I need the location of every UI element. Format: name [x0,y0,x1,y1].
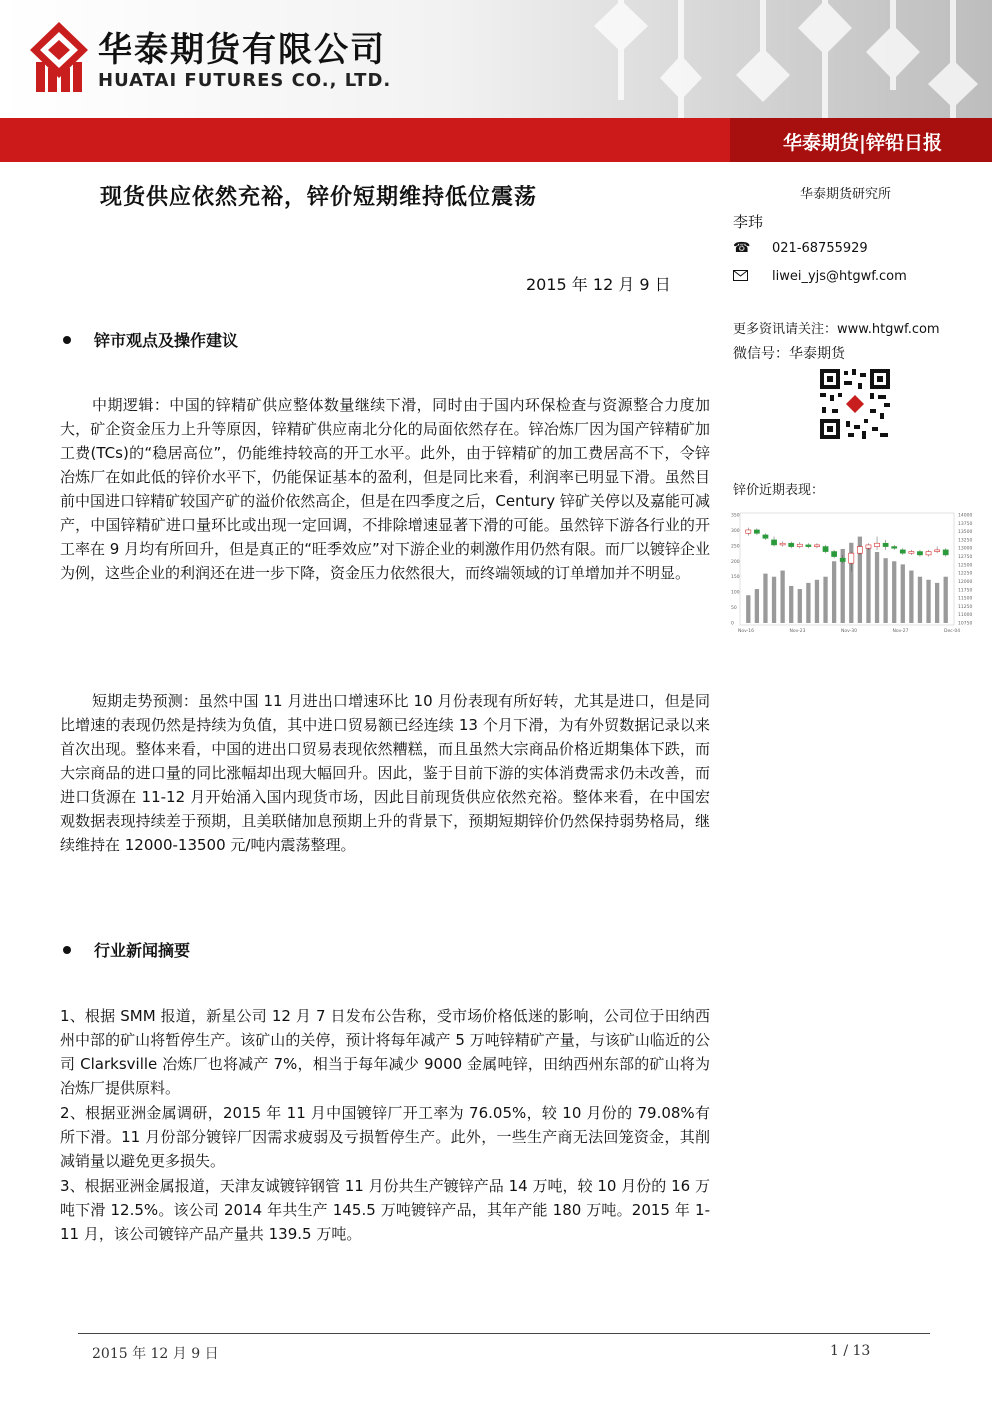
y-right-tick-label: 12000 [958,579,973,585]
y-right-tick-label: 12750 [958,555,973,561]
candle-body [892,547,897,549]
volume-bar [944,577,948,623]
volume-bar [875,552,879,623]
candle-body [866,545,871,548]
company-logo-icon [30,22,88,94]
candle-body [943,550,948,555]
y-left-tick-label: 300 [731,528,740,534]
paragraph-midterm: 中期逻辑：中国的锌精矿供应整体数量继续下滑，同时由于国内环保检查与资源整合力度加大，矿企资金压力上升等原因，锌精矿供应南北分化的局面依然存在。锌冶炼厂因为国产锌精矿加工费(TCs)的“稳居高位”，仍能维持较高的开工水平。此外，由于锌精矿的加工费居高不下，令锌冶炼厂在如此低的锌价水平下，仍能保证基本的盈利，但是同比来看，利润率已明显下滑。虽然目前中国进口锌精矿较国产矿的溢价依然高企，但是在四季度之后，Century 锌矿关停以及嘉能可减产，中国锌精矿进口量环比或出现一定回调，不排除增速显著下滑的可能。虽然锌下游各行业的开工率在 9 月均有所回升，但是真正的“旺季效应”对下游企业的刺激作用仍然有限。而厂以镀锌企业为例，这些企业的利润还在进一步下降，资金压力依然很大，而终端领域的订单增加并不明显。 [60,396,710,582]
volume-bar [815,580,819,623]
volume-bar [832,561,836,623]
footer-date: 2015 年 12 月 9 日 [92,1346,219,1362]
y-right-tick-label: 11250 [958,604,973,610]
volume-bar [746,595,750,623]
email-link[interactable]: liwei_yjs@htgwf.com [772,269,907,284]
candle-body [763,535,768,538]
y-right-tick-label: 14000 [958,513,973,519]
qr-code-icon [818,367,892,441]
candle-body [814,545,819,547]
report-title: 现货供应依然充裕，锌价短期维持低位震荡 [100,185,538,210]
volume-bar [755,589,759,623]
y-right-tick-label: 11000 [958,613,973,619]
volume-bar [772,577,776,623]
volume-bar [909,571,913,623]
candle-body [789,543,794,546]
y-left-tick-label: 0 [731,621,734,627]
volume-bar [798,589,802,623]
x-tick-label: Nov-30 [841,629,858,634]
volume-bar [763,574,767,623]
news-item: 3、根据亚洲金属报道，天津友诚镀锌钢管 11 月份共生产镀锌产品 14 万吨，较 10 月份的 16 万吨下滑 12.5%。该公司 2014 年共生产 145.5 万吨镀锌产品，其年产能 180 万吨。2015 年 1-11 月，该公司镀锌产品产量共 139.5 万吨。 [60,1177,710,1243]
y-right-tick-label: 12500 [958,563,973,569]
candle-body [874,543,879,546]
candle-body [857,547,862,554]
candle-body [883,543,888,546]
volume-bar [935,583,939,623]
candle-body [754,530,759,533]
candle-body [840,558,845,561]
phone-number: 021-68755929 [772,241,868,256]
y-left-tick-label: 100 [731,590,740,596]
volume-bar [901,564,905,623]
candle-body [746,530,751,533]
news-item: 1、根据 SMM 报道，新星公司 12 月 7 日发布公告称，受市场价格低迷的影响，公司位于田纳西州中部的矿山将暂停生产。该矿山的关停，预计将每年减产 5 万吨锌精矿产量，与该矿山临近的公司 Clarksville 冶炼厂也将减产 7%，相当于每年减少 9000 金属吨锌，田纳西州东部的矿山将为冶炼厂提供原料。 [60,1007,710,1097]
y-left-tick-label: 250 [731,544,740,550]
candle-body [926,552,931,555]
volume-bar [780,571,784,623]
website-link[interactable]: 更多资讯请关注：www.htgwf.com [733,322,940,337]
candle-body [780,543,785,545]
phone-icon: ☎ [733,240,751,256]
company-name-en: HUATAI FUTURES CO., LTD. [98,70,392,91]
header-decoration [590,0,992,118]
volume-bar [823,577,827,623]
x-tick-label: Nov-27 [892,629,909,634]
candle-body [909,552,914,554]
y-right-tick-label: 13500 [958,530,973,536]
envelope-icon [733,270,748,281]
report-date: 2015 年 12 月 9 日 [526,275,671,294]
y-right-tick-label: 11750 [958,588,973,594]
candle-body [832,552,837,557]
candle-body [806,545,811,547]
bullet-icon [63,336,71,344]
section-heading: 锌市观点及操作建议 [94,331,239,350]
analyst-name: 李玮 [733,213,764,231]
news-item: 2、根据亚洲金属调研，2015 年 11 月中国镀锌厂开工率为 76.05%，较 10 月份的 79.08%有所下滑。11 月份部分镀锌厂因需求疲弱及亏损暂停生产。此外，一些生产商无法回笼资金，其削减销量以避免更多损失。 [60,1104,710,1170]
y-right-tick-label: 11500 [958,596,973,602]
y-left-tick-label: 50 [731,606,737,612]
section-heading: 行业新闻摘要 [94,941,191,960]
research-dept: 华泰期货研究所 [800,187,892,202]
volume-bar [806,583,810,623]
wechat-id: 微信号：华泰期货 [733,346,845,362]
candle-body [797,544,802,546]
candle-body [900,550,905,553]
report-series-tag: 华泰期货|锌铅日报 [783,132,942,154]
volume-bar [883,558,887,623]
page-number: 1 / 13 [830,1343,871,1359]
y-left-tick-label: 200 [731,559,740,565]
zinc-price-chart [730,505,990,635]
y-left-tick-label: 150 [731,575,740,581]
chart-title: 锌价近期表现： [733,483,825,498]
candle-body [935,550,940,552]
volume-bar [918,577,922,623]
volume-bar [892,561,896,623]
volume-bar [866,546,870,623]
company-name-cn: 华泰期货有限公司 [98,30,386,70]
candle-body [849,553,854,563]
y-left-tick-label: 350 [731,513,740,519]
paragraph-shortterm: 短期走势预测：虽然中国 11 月进出口增速环比 10 月份表现有所好转，尤其是进口，但是同比增速的表现仍然是持续为负值，其中进口贸易额已经连续 13 个月下滑，为有外贸数据记录以来首次出现。整体来看，中国的进出口贸易表现依然糟糕，而且虽然大宗商品价格近期集体下跌，而大宗商品的进口量的同比涨幅却出现大幅回升。因此，鉴于目前下游的实体消费需求仍未改善，而进口货源在 11-12 月开始涌入国内现货市场，因此目前现货供应依然充裕。整体来看，在中国宏观数据表现持续差于预期，且美联储加息预期上升的背景下，预期短期锌价仍然保持弱势格局，继续维持在 12000-13500 元/吨内震荡整理。 [60,692,710,854]
y-right-tick-label: 13250 [958,538,973,544]
volume-bar [926,580,930,623]
footer-divider [78,1333,930,1334]
x-tick-label: Nov-16 [738,629,755,634]
y-right-tick-label: 13000 [958,546,973,552]
bullet-icon [63,946,71,954]
y-right-tick-label: 13750 [958,521,973,527]
volume-bar [789,586,793,623]
y-right-tick-label: 10750 [958,621,973,627]
candle-body [771,540,776,545]
x-tick-label: Nov-23 [789,629,806,634]
x-tick-label: Dec-04 [944,629,961,634]
candle-body [823,547,828,552]
y-right-tick-label: 12250 [958,571,973,577]
candle-body [917,552,922,555]
